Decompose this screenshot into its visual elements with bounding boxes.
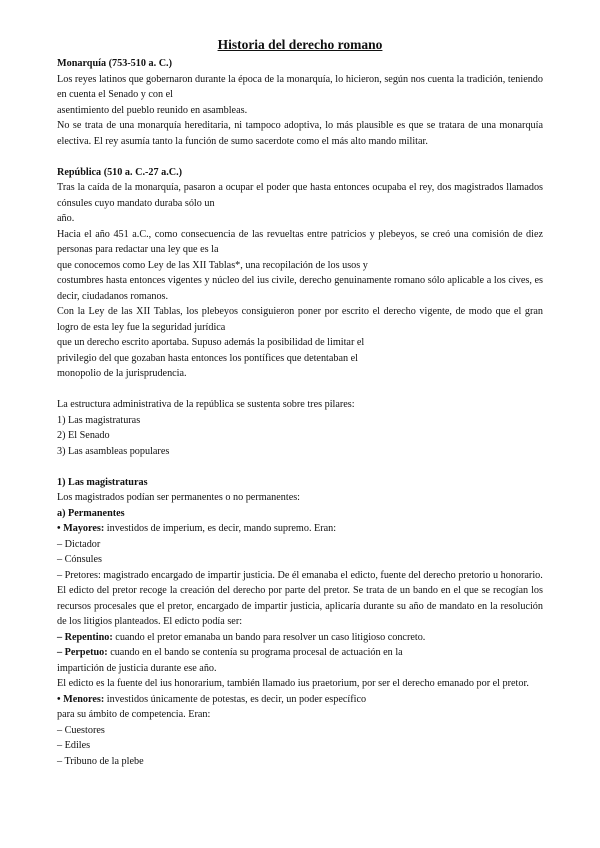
paragraph: Los magistrados podían ser permanentes o no permanentes: <box>57 492 301 503</box>
paragraph: para su ámbito de competencia. Eran: <box>57 709 211 720</box>
subheading-permanentes: a) Permanentes <box>57 507 125 519</box>
term-label: • Mayores: <box>57 523 105 534</box>
list-item: – Cónsules <box>57 554 102 565</box>
list-item: – Tribuno de la plebe <box>57 755 144 767</box>
paragraph: Con la Ley de las XII Tablas, los plebeyos consiguieron poner por escrito el derecho vigente, de modo que el gran logro de esta ley fue la seguridad jurídica <box>57 306 543 333</box>
list-item: – Dictador <box>57 538 101 550</box>
section-heading-republica: República (510 a. C.-27 a.C.) <box>57 166 183 178</box>
paragraph: que conocemos como Ley de las XII Tablas*, una recopilación de los usos y <box>57 259 368 271</box>
list-item: – Cuestores <box>57 724 105 736</box>
term-text: cuando en el bando se contenía su programa procesal de actuación en la <box>107 647 403 658</box>
list-item-menores <box>57 692 543 708</box>
list-item-perpetuo <box>57 645 543 661</box>
term-text: cuando el pretor emanaba un bando para resolver un caso litigioso concreto. <box>112 631 426 643</box>
paragraph: Tras la caída de la monarquía, pasaron a ocupar el poder que hasta entonces ocupaba el rey, dos magistrados llamados cónsules cuyo mandato duraba sólo un <box>57 182 543 209</box>
list-item: – Ediles <box>57 740 91 751</box>
paragraph: impartición de justicia durante ese año. <box>57 662 217 674</box>
paragraph: Los reyes latinos que gobernaron durante la época de la monarquía, lo hicieron, según nos cuenta la tradición, teniendo en cuenta el Senado y con el <box>57 73 543 100</box>
term-text: investidos de imperium, es decir, mando supremo. Eran: <box>104 523 337 534</box>
paragraph: año. <box>57 213 75 224</box>
paragraph: monopolio de la jurisprudencia. <box>57 368 187 379</box>
paragraph: que un derecho escrito aportaba. Supuso además la posibilidad de limitar el <box>57 337 365 348</box>
paragraph: privilegio del que gozaban hasta entonces los pontífices que detentaban el <box>57 352 358 364</box>
list-item: 1) Las magistraturas <box>57 414 141 426</box>
term-text: investidos únicamente de potestas, es decir, un poder específico <box>104 693 367 705</box>
list-item-repentino <box>57 630 543 646</box>
document-body <box>57 36 543 769</box>
section-heading-magistraturas: 1) Las magistraturas <box>57 476 148 488</box>
paragraph: Hacia el año 451 a.C., como consecuencia de las revueltas entre patricios y plebeyos, se creó una comisión de diez personas para redactar una ley que es la <box>57 228 543 255</box>
paragraph: El edicto del pretor recoge la creación del derecho por parte del pretor. Se trata de un bando en el que se recogían los recursos procesales que el pretor, encargado de impartir justicia, aplicaría durante su año de mandato en la resolución de los litigios planteados. El edicto podía ser: <box>57 585 543 627</box>
paragraph: asentimiento del pueblo reunido en asambleas. <box>57 104 248 116</box>
list-item: – Pretores: magistrado encargado de impartir justicia. De él emanaba el edicto, fuente del derecho pretorio u honorario. <box>57 569 543 581</box>
page-title: Historia del derecho romano <box>217 37 383 52</box>
paragraph: La estructura administrativa de la república se sustenta sobre tres pilares: <box>57 399 355 410</box>
paragraph: El edicto es la fuente del ius honorarium, también llamado ius praetorium, por ser el derecho emanado por el pretor. <box>57 678 529 689</box>
paragraph: No se trata de una monarquía hereditaria, ni tampoco adoptiva, lo más plausible es que se tratara de una monarquía electiva. El rey asumía tanto la función de sumo sacerdote como el más alto mando militar. <box>57 120 543 147</box>
section-heading-monarquia: Monarquía (753-510 a. C.) <box>57 58 172 69</box>
list-item: 3) Las asambleas populares <box>57 445 170 457</box>
list-item-mayores <box>57 521 543 537</box>
list-item: 2) El Senado <box>57 430 110 441</box>
term-label: – Perpetuo: <box>57 647 108 658</box>
paragraph: costumbres hasta entonces vigentes y núcleo del ius civile, derecho genuinamente romano sólo aplicable a los cives, es decir, ciudadanos romanos. <box>57 275 543 302</box>
term-label: – Repentino: <box>57 631 113 643</box>
term-label: • Menores: <box>57 693 105 705</box>
